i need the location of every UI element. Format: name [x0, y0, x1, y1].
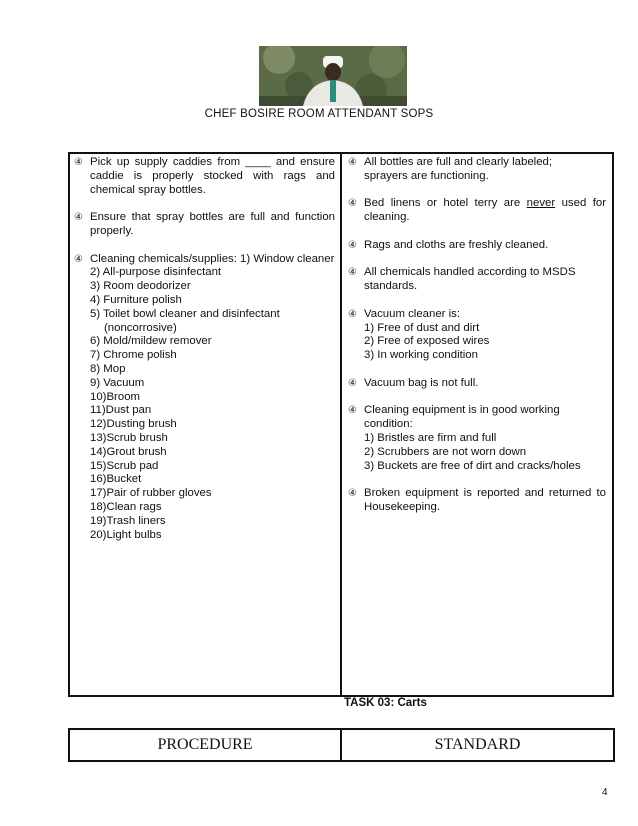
supplies-list: Cleaning chemicals/supplies: 1) Window cleaner 2) All-purpose disinfectant 3) Room deodorizer 4) Furniture polish 5) Toilet bowl cleaner and disinfectant (noncorrosive) 6) Mold/mildew remover 7) Chrome polish 8) Mop 9) Vacuum 10)Broom 11)Dust pan 12)Dusting brush 13)Scrub brush 14)Grout brush 15)Scrub pad 16)Bucket 17)Pair of rubber gloves 18)Clean rags 19)Trash liners 20)Light bulbs: [90, 252, 335, 541]
bullet-icon: ④: [74, 212, 83, 224]
task-label: TASK 03: Carts: [344, 697, 427, 709]
bullet-icon: ④: [348, 308, 357, 320]
standard-header: STANDARD: [434, 736, 521, 753]
list-item: ④ All chemicals handled according to MSDS standards.: [348, 266, 576, 293]
list-item: ④ Ensure that spray bottles are full and function properly.: [74, 211, 335, 237]
bullet-icon: ④: [348, 377, 357, 389]
list-item: ④ Vacuum cleaner is: 1) Free of dust and dirt 2) Free of exposed wires 3) In working condition: [348, 307, 490, 362]
bullet-icon: ④: [348, 198, 357, 210]
page-title: CHEF BOSIRE ROOM ATTENDANT SOPS: [204, 108, 434, 120]
bullet-icon: ④: [74, 157, 83, 168]
procedure-standard-header: [68, 728, 615, 762]
list-item: ④ Vacuum bag is not full.: [348, 376, 479, 389]
bullet-icon: ④: [348, 488, 357, 500]
chef-photo-graphic: [259, 46, 407, 106]
procedure-header: PROCEDURE: [70, 730, 342, 760]
bullet-icon: ④: [348, 157, 357, 168]
list-item: ④ Cleaning equipment is in good working condition: 1) Bristles are firm and full 2) Scrubbers are not worn down 3) Buckets are free of dirt and cracks/holes: [348, 404, 581, 472]
emphasis-never: never: [526, 197, 556, 210]
bullet-icon: ④: [348, 267, 357, 279]
page-number: 4: [602, 787, 608, 798]
list-item: ④ Bed linens or hotel terry are never used for cleaning.: [348, 197, 606, 224]
list-item: ④ Pick up supply caddies from ____ and ensure caddie is properly stocked with rags and chemical spray bottles.: [74, 156, 335, 196]
bullet-icon: ④: [348, 405, 357, 417]
standard-column: [342, 154, 612, 695]
bullet-icon: ④: [74, 253, 83, 265]
chef-photo: [259, 46, 407, 106]
list-item: ④ Broken equipment is reported and returned to Housekeeping.: [348, 487, 606, 513]
procedure-column: [70, 154, 342, 695]
sop-table: [68, 152, 614, 697]
bullet-icon: ④: [348, 239, 357, 251]
list-item: [74, 253, 335, 543]
list-item: ④ Rags and cloths are freshly cleaned.: [348, 238, 549, 251]
list-item: ④ All bottles are full and clearly labeled; sprayers are functioning.: [348, 156, 553, 182]
